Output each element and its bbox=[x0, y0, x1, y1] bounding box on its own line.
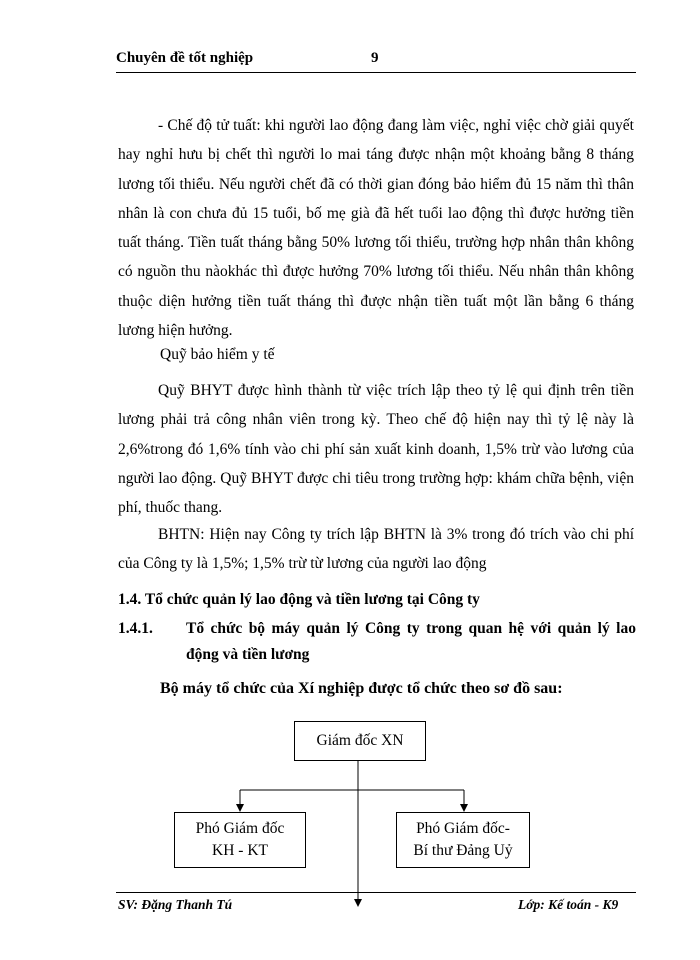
org-chart-title: Bộ máy tổ chức của Xí nghiệp được tổ chức theo sơ đồ sau: bbox=[160, 680, 563, 697]
org-box-left-line2: KH - KT bbox=[212, 842, 268, 859]
paragraph-tu-tuat: - Chế độ tử tuất: khi người lao động đang làm việc, nghỉ việc chờ giải quyết hay nghỉ hưu bị chết thì người lo mai táng được nhận một khoảng bằng 8 tháng lương tối thiểu. Nếu người chết đã có thời gian đóng bảo hiểm đủ 15 năm thì thân nhân là con chưa đủ 15 tuổi, bố mẹ già đã hết tuổi lao động thì được hưởng tiền tuất tháng. Tiền tuất tháng bằng 50% lương tối thiểu, trường hợp nhân thân không có nguồn thu nàokhác thì được hưởng 70% lương tối thiểu. Nếu nhân thân không thuộc diện hưởng tiền tuất tháng thì được nhận tiền tuất một lần bằng 6 tháng lương hiện hưởng. bbox=[118, 117, 634, 340]
arrow-down bbox=[354, 899, 362, 907]
org-box-left-line1: Phó Giám đốc bbox=[195, 820, 285, 837]
paragraph-bhtn: BHTN: Hiện nay Công ty trích lập BHTN là 3% trong đó trích vào chi phí của Công ty là 1,5%; 1,5% trừ từ lương của người lao động bbox=[118, 526, 634, 573]
heading-1-4: 1.4. Tổ chức quản lý lao động và tiền lương tại Công ty bbox=[118, 591, 480, 608]
org-box-pho-giam-doc-bi-thu bbox=[396, 812, 530, 868]
footer-class: Lớp: Kế toán - K9 bbox=[518, 897, 619, 912]
paragraph-bhyt: Quỹ BHYT được hình thành từ việc trích lập theo tỷ lệ qui định trên tiền lương phải trả công nhân viên trong kỳ. Theo chế độ hiện nay thì tỷ lệ này là 2,6%trong đó 1,6% tính vào chi phí sản xuất kinh doanh, 1,5% trừ vào lương của người lao động. Quỹ BHYT được chi tiêu trong trường hợp: khám chữa bệnh, viện phí, thuốc thang. bbox=[118, 382, 634, 517]
org-box-giam-doc-label: Giám đốc XN bbox=[316, 732, 404, 749]
header-title: Chuyên đề tốt nghiệp bbox=[116, 50, 254, 66]
org-box-right-line1: Phó Giám đốc- bbox=[416, 820, 510, 837]
heading-1-4-1-line1: Tổ chức bộ máy quản lý Công ty trong quan hệ với quản lý lao bbox=[186, 620, 636, 637]
org-box-pho-giam-doc-kh-kt bbox=[174, 812, 306, 868]
heading-1-4-1-number: 1.4.1. bbox=[118, 620, 153, 637]
heading-1-4-1-line2: động và tiền lương bbox=[186, 646, 310, 663]
org-box-giam-doc bbox=[294, 721, 426, 761]
org-box-right-line2: Bí thư Đảng Uỷ bbox=[413, 842, 513, 859]
paragraph-quy-bhyt-title: Quỹ bảo hiểm y tế bbox=[160, 346, 275, 363]
footer-rule bbox=[116, 892, 636, 893]
arrow-right bbox=[460, 804, 468, 812]
page-number: 9 bbox=[371, 50, 379, 66]
arrow-left bbox=[236, 804, 244, 812]
footer-student: SV: Đặng Thanh Tú bbox=[118, 897, 233, 912]
